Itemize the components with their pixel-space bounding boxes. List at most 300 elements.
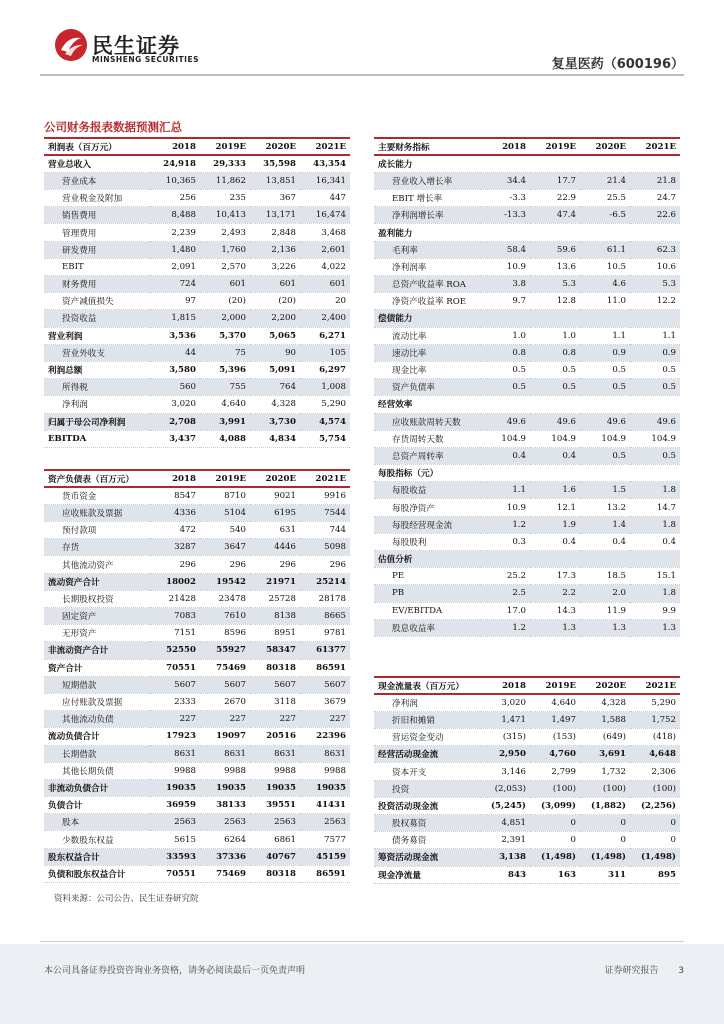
table-cell: 59.6 — [530, 241, 580, 258]
table-cell: 19542 — [200, 573, 250, 590]
table-row — [44, 310, 350, 327]
table-cell: 28178 — [300, 590, 350, 607]
table-cell: 86591 — [300, 659, 350, 676]
table-cell: 14.7 — [630, 499, 680, 516]
row-label: 营运资金变动 — [374, 729, 480, 746]
table-cell: 2670 — [200, 693, 250, 710]
table-row — [374, 533, 680, 550]
table-cell: 1.1 — [630, 327, 680, 344]
row-label: 营业成本 — [44, 172, 150, 189]
table-cell: 895 — [630, 866, 680, 883]
column-header: 2018 — [480, 677, 530, 694]
table-cell: 227 — [200, 711, 250, 728]
table-row — [44, 659, 350, 676]
table-cell: 19035 — [250, 779, 300, 796]
table-cell: 9781 — [300, 625, 350, 642]
table-cell — [530, 396, 580, 413]
table-cell: (100) — [630, 780, 680, 797]
table-cell: 104.9 — [480, 430, 530, 447]
table-cell: 0 — [530, 832, 580, 849]
table-row — [374, 832, 680, 849]
table-row — [44, 590, 350, 607]
table-cell — [480, 310, 530, 327]
row-label: 资本开支 — [374, 763, 480, 780]
row-label: 销售费用 — [44, 207, 150, 224]
table-row — [374, 155, 680, 172]
table-title: 资产负债表（百万元） — [44, 470, 150, 487]
page-number: 3 — [678, 966, 684, 976]
table-cell: 7610 — [200, 608, 250, 625]
table-cell: 0.4 — [480, 447, 530, 464]
table-cell: 80318 — [250, 659, 300, 676]
column-header: 2021E — [630, 677, 680, 694]
table-cell: 13.2 — [580, 499, 630, 516]
table-row — [44, 293, 350, 310]
table-row — [374, 310, 680, 327]
row-label: 利润总额 — [44, 361, 150, 378]
table-row — [374, 780, 680, 797]
row-label: 资产负债率 — [374, 379, 480, 396]
table-row — [44, 711, 350, 728]
table-cell: 3,730 — [250, 413, 300, 430]
column-header: 2021E — [300, 470, 350, 487]
table-cell: 35,598 — [250, 155, 300, 172]
row-label: 净利润 — [44, 396, 150, 413]
table-cell: 0.5 — [630, 447, 680, 464]
table-cell: 25.2 — [480, 568, 530, 585]
row-label: 折旧和摊销 — [374, 711, 480, 728]
table-cell: 37336 — [200, 848, 250, 865]
table-cell: 235 — [200, 190, 250, 207]
table-row — [374, 430, 680, 447]
table-row — [44, 797, 350, 814]
table-row — [44, 190, 350, 207]
table-row — [44, 241, 350, 258]
table-cell: 1,752 — [630, 711, 680, 728]
row-label: 应收账款周转天数 — [374, 413, 480, 430]
table-cell: 3118 — [250, 693, 300, 710]
table-cell — [580, 310, 630, 327]
table-row — [44, 762, 350, 779]
table-cell: 52550 — [150, 642, 200, 659]
table-cell: 296 — [150, 556, 200, 573]
table-cell: 4,851 — [480, 815, 530, 832]
table-cell: (100) — [580, 780, 630, 797]
table-row — [44, 848, 350, 865]
table-row — [44, 865, 350, 882]
table-cell: 3287 — [150, 539, 200, 556]
row-label: 股东权益合计 — [44, 848, 150, 865]
table-cell: 601 — [300, 276, 350, 293]
table-row — [374, 344, 680, 361]
table-cell: 22.6 — [630, 207, 680, 224]
table-cell: 2,708 — [150, 413, 200, 430]
table-row — [44, 625, 350, 642]
table-cell: 13,171 — [250, 207, 300, 224]
table-cell: 19035 — [300, 779, 350, 796]
table-cell: 4,574 — [300, 413, 350, 430]
row-label: 固定资产 — [44, 608, 150, 625]
table-cell: 3,536 — [150, 327, 200, 344]
row-label: 少数股东权益 — [44, 831, 150, 848]
table-cell: 0.4 — [580, 533, 630, 550]
table-cell: 5098 — [300, 539, 350, 556]
table-row — [44, 608, 350, 625]
table-cell — [630, 551, 680, 568]
row-label: 归属于母公司净利润 — [44, 413, 150, 430]
table-cell: 17.0 — [480, 602, 530, 619]
table-cell: 70551 — [150, 659, 200, 676]
table-row — [44, 207, 350, 224]
table-cell: 1.5 — [580, 482, 630, 499]
table-cell: 1,815 — [150, 310, 200, 327]
logo-english-name: MINSHENG SECURITIES — [92, 55, 199, 64]
table-cell: 10,413 — [200, 207, 250, 224]
row-label: 债务募资 — [374, 832, 480, 849]
table-cell: 3,146 — [480, 763, 530, 780]
table-cell: 58.4 — [480, 241, 530, 258]
row-label: 营业收入增长率 — [374, 172, 480, 189]
table-row — [44, 556, 350, 573]
table-cell: 2333 — [150, 693, 200, 710]
table-row — [374, 568, 680, 585]
row-label: 每股股利 — [374, 533, 480, 550]
table-cell: 5607 — [150, 676, 200, 693]
table-row — [374, 619, 680, 636]
table-cell: 104.9 — [630, 430, 680, 447]
row-label: 财务费用 — [44, 276, 150, 293]
row-label: PB — [374, 585, 480, 602]
section-title: 公司财务报表数据预测汇总 — [44, 120, 182, 134]
table-cell: 49.6 — [580, 413, 630, 430]
column-header: 2018 — [150, 138, 200, 155]
table-cell: 23478 — [200, 590, 250, 607]
header-divider — [40, 74, 684, 76]
table-cell: 2,799 — [530, 763, 580, 780]
table-cell: 5607 — [300, 676, 350, 693]
table-header-row — [374, 138, 680, 155]
table-cell: 61.1 — [580, 241, 630, 258]
table-cell: 311 — [580, 866, 630, 883]
table-cell: 4,022 — [300, 258, 350, 275]
table-cell: 8547 — [150, 487, 200, 504]
table-cell: 10.9 — [480, 258, 530, 275]
row-label: EV/EBITDA — [374, 602, 480, 619]
source-footnote: 资料来源：公司公告、民生证券研究院 — [54, 894, 199, 904]
row-label: 净利润率 — [374, 258, 480, 275]
table-cell — [480, 155, 530, 172]
table-cell: 8631 — [200, 745, 250, 762]
table-title: 主要财务指标 — [374, 138, 480, 155]
table-row — [374, 207, 680, 224]
row-label: 成长能力 — [374, 155, 480, 172]
table-cell: 2,391 — [480, 832, 530, 849]
table-cell: (649) — [580, 729, 630, 746]
table-cell — [630, 465, 680, 482]
row-label: PE — [374, 568, 480, 585]
table-cell: 5,290 — [630, 694, 680, 711]
table-row — [44, 745, 350, 762]
table-cell: 12.2 — [630, 293, 680, 310]
table-cell: 1.8 — [630, 516, 680, 533]
table-row — [44, 573, 350, 590]
table-cell: 764 — [250, 379, 300, 396]
footer-right — [605, 963, 685, 976]
table-row — [374, 694, 680, 711]
table-row — [374, 866, 680, 883]
table-cell: 36959 — [150, 797, 200, 814]
table-cell: 6195 — [250, 504, 300, 521]
table-cell: 2,601 — [300, 241, 350, 258]
table-row — [44, 361, 350, 378]
table-cell: 1,497 — [530, 711, 580, 728]
row-label: 估值分析 — [374, 551, 480, 568]
row-label: 无形资产 — [44, 625, 150, 642]
table-cell: 45159 — [300, 848, 350, 865]
table-cell: 2563 — [200, 814, 250, 831]
table-cell: 9.7 — [480, 293, 530, 310]
table-cell: 90 — [250, 344, 300, 361]
table-cell — [530, 224, 580, 241]
row-label: 总资产收益率 ROA — [374, 276, 480, 293]
table-cell: 21971 — [250, 573, 300, 590]
income-statement-table — [44, 137, 350, 448]
table-cell: (1,498) — [580, 849, 630, 866]
table-row — [44, 327, 350, 344]
table-cell: 9988 — [200, 762, 250, 779]
table-cell: 367 — [250, 190, 300, 207]
table-cell: 9021 — [250, 487, 300, 504]
table-cell: 11,862 — [200, 172, 250, 189]
table-row — [44, 779, 350, 796]
table-cell: (20) — [200, 293, 250, 310]
table-cell: 0.5 — [480, 379, 530, 396]
table-cell: 3,138 — [480, 849, 530, 866]
table-row — [44, 728, 350, 745]
table-row — [44, 396, 350, 413]
table-cell: 2,493 — [200, 224, 250, 241]
table-cell: 11.0 — [580, 293, 630, 310]
table-row — [44, 430, 350, 447]
table-cell — [630, 396, 680, 413]
table-row — [374, 241, 680, 258]
table-cell: 10,365 — [150, 172, 200, 189]
table-cell: 8951 — [250, 625, 300, 642]
table-title: 现金流量表（百万元） — [374, 677, 480, 694]
table-cell: 2,570 — [200, 258, 250, 275]
table-cell: 16,341 — [300, 172, 350, 189]
table-cell: 10.5 — [580, 258, 630, 275]
row-label: 货币资金 — [44, 487, 150, 504]
table-cell: 1,732 — [580, 763, 630, 780]
table-cell — [480, 224, 530, 241]
table-row — [374, 499, 680, 516]
table-cell: 44 — [150, 344, 200, 361]
table-row — [374, 327, 680, 344]
table-cell: -3.3 — [480, 190, 530, 207]
table-cell: 8631 — [250, 745, 300, 762]
table-cell: 41431 — [300, 797, 350, 814]
table-cell: (3,099) — [530, 797, 580, 814]
table-cell: 0.9 — [580, 344, 630, 361]
table-cell: 33593 — [150, 848, 200, 865]
table-cell: 1.2 — [480, 619, 530, 636]
table-cell: 1.6 — [530, 482, 580, 499]
table-row — [374, 849, 680, 866]
table-cell: 58347 — [250, 642, 300, 659]
table-cell: 5607 — [200, 676, 250, 693]
table-cell: 1.0 — [530, 327, 580, 344]
table-cell: 19035 — [150, 779, 200, 796]
table-cell: 4336 — [150, 504, 200, 521]
table-cell: 17.3 — [530, 568, 580, 585]
table-cell: 21.8 — [630, 172, 680, 189]
table-cell: (100) — [530, 780, 580, 797]
table-cell: 13.6 — [530, 258, 580, 275]
table-cell: 17.7 — [530, 172, 580, 189]
table-cell: 4,640 — [530, 694, 580, 711]
table-cell: 16,474 — [300, 207, 350, 224]
table-cell: (2,256) — [630, 797, 680, 814]
row-label: 股息收益率 — [374, 619, 480, 636]
table-cell: 5,091 — [250, 361, 300, 378]
table-row — [374, 172, 680, 189]
table-cell: -13.3 — [480, 207, 530, 224]
row-label: EBIT 增长率 — [374, 190, 480, 207]
row-label: 每股指标（元） — [374, 465, 480, 482]
table-cell: 6,297 — [300, 361, 350, 378]
row-label: 每股经营现金流 — [374, 516, 480, 533]
table-cell: 296 — [300, 556, 350, 573]
table-cell: 80318 — [250, 865, 300, 882]
table-row — [374, 602, 680, 619]
table-cell: 6264 — [200, 831, 250, 848]
row-label: 经营活动现金流 — [374, 746, 480, 763]
table-cell: 0 — [580, 815, 630, 832]
table-cell: 0.4 — [530, 447, 580, 464]
row-label: 流动资产合计 — [44, 573, 150, 590]
table-cell: 1.8 — [630, 482, 680, 499]
table-cell: 1,471 — [480, 711, 530, 728]
table-cell — [580, 396, 630, 413]
table-row — [44, 539, 350, 556]
key-ratios-table — [374, 137, 680, 637]
table-cell: 49.6 — [630, 413, 680, 430]
column-header: 2019E — [530, 677, 580, 694]
table-cell: 75469 — [200, 865, 250, 882]
table-cell: 24,918 — [150, 155, 200, 172]
table-cell: 3.8 — [480, 276, 530, 293]
table-cell: 43,354 — [300, 155, 350, 172]
table-row — [44, 276, 350, 293]
row-label: 投资收益 — [44, 310, 150, 327]
table-cell: 61377 — [300, 642, 350, 659]
table-cell: 14.3 — [530, 602, 580, 619]
row-label: 净利润增长率 — [374, 207, 480, 224]
row-label: 股权募资 — [374, 815, 480, 832]
table-cell: 0.3 — [480, 533, 530, 550]
table-row — [44, 522, 350, 539]
table-cell: 21428 — [150, 590, 200, 607]
table-cell: 447 — [300, 190, 350, 207]
table-cell: 5104 — [200, 504, 250, 521]
table-cell: 8631 — [300, 745, 350, 762]
table-cell: 1.2 — [480, 516, 530, 533]
table-header-row — [44, 470, 350, 487]
cash-flow-table — [374, 676, 680, 884]
row-label: 应付账款及票据 — [44, 693, 150, 710]
table-cell: 3,991 — [200, 413, 250, 430]
table-cell: 3,020 — [480, 694, 530, 711]
table-cell: 0 — [580, 832, 630, 849]
row-label: 其他流动负债 — [44, 711, 150, 728]
table-cell: 1.9 — [530, 516, 580, 533]
table-cell: (1,498) — [530, 849, 580, 866]
table-cell: (5,245) — [480, 797, 530, 814]
table-cell: 5.3 — [630, 276, 680, 293]
table-cell: 0.5 — [630, 379, 680, 396]
row-label: 净利润 — [374, 694, 480, 711]
table-cell: 0.4 — [630, 533, 680, 550]
table-cell: 2.2 — [530, 585, 580, 602]
table-row — [44, 379, 350, 396]
table-row — [44, 487, 350, 504]
table-row — [374, 293, 680, 310]
row-label: 其他长期负债 — [44, 762, 150, 779]
table-cell: 20516 — [250, 728, 300, 745]
table-row — [374, 396, 680, 413]
disclaimer-text: 本公司具备证券投资咨询业务资格，请务必阅读最后一页免责声明 — [44, 966, 306, 976]
table-row — [44, 676, 350, 693]
table-cell: 4,328 — [580, 694, 630, 711]
table-cell: 1.1 — [480, 482, 530, 499]
row-label: 投资活动现金流 — [374, 797, 480, 814]
table-cell: 1.1 — [580, 327, 630, 344]
row-label: 负债和股东权益合计 — [44, 865, 150, 882]
table-cell: 47.4 — [530, 207, 580, 224]
table-cell: 2,136 — [250, 241, 300, 258]
row-label: 盈利能力 — [374, 224, 480, 241]
table-cell: 38133 — [200, 797, 250, 814]
table-cell: 25.5 — [580, 190, 630, 207]
table-cell: 2.0 — [580, 585, 630, 602]
table-row — [44, 344, 350, 361]
table-cell: 1.8 — [630, 585, 680, 602]
table-cell: 15.1 — [630, 568, 680, 585]
table-cell: 4446 — [250, 539, 300, 556]
table-row — [374, 729, 680, 746]
table-cell: 3,020 — [150, 396, 200, 413]
table-cell: 2,000 — [200, 310, 250, 327]
table-cell: 39551 — [250, 797, 300, 814]
table-cell: 5,396 — [200, 361, 250, 378]
table-cell: 5615 — [150, 831, 200, 848]
table-cell — [580, 155, 630, 172]
table-cell: 75469 — [200, 659, 250, 676]
row-label: 投资 — [374, 780, 480, 797]
table-cell: 7083 — [150, 608, 200, 625]
row-label: 非流动资产合计 — [44, 642, 150, 659]
table-cell — [630, 224, 680, 241]
table-cell: 12.1 — [530, 499, 580, 516]
table-cell — [530, 155, 580, 172]
row-label: 营业税金及附加 — [44, 190, 150, 207]
table-cell: 560 — [150, 379, 200, 396]
row-label: 资产减值损失 — [44, 293, 150, 310]
table-row — [44, 504, 350, 521]
table-row — [44, 258, 350, 275]
row-label: 总资产周转率 — [374, 447, 480, 464]
